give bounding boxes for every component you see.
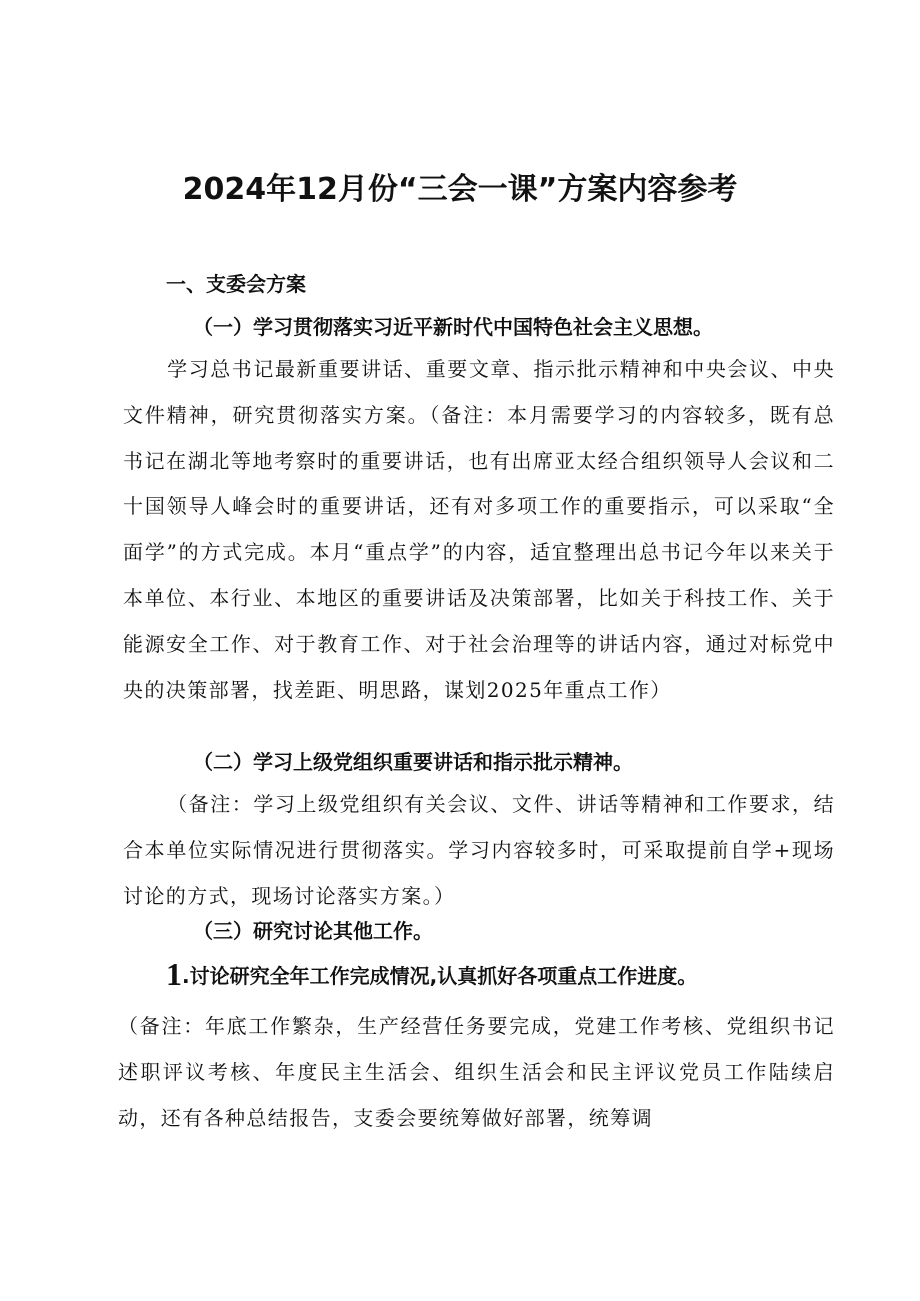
subsection-2-text: （备注：学习上级党组织有关会议、文件、讲话等精神和工作要求，结合本单位实际情况进行贯彻落实。学习内容较多时，可采取提前自学+现场讨论的方式，现场讨论落实方案。） — [123, 792, 835, 908]
subsection-1-body — [123, 347, 835, 713]
subsection-1-text: 学习总书记最新重要讲话、重要文章、指示批示精神和中央会议、中央文件精神，研究贯彻落实方案。（备注：本月需要学习的内容较多，既有总书记在湖北等地考察时的重要讲话，也有出席亚太经合组织领导人会议和二十国领导人峰会时的重要讲话，还有对多项工作的重要指示，可以采取“全面学”的方式完成。本月“重点学”的内容，适宜整理出总书记今年以来关于本单位、本行业、本地区的重要讲话及决策部署，比如关于科技工作、关于能源安全工作、对于教育工作、对于社会治理等的讲话内容，通过对标党中央的决策部署，找差距、明思路，谋划2025年重点工作） — [123, 357, 835, 702]
item-number: 1 — [166, 956, 182, 992]
document-title: 2024年12月份“三会一课”方案内容参考 — [182, 172, 738, 207]
subsection-2-body — [123, 782, 835, 919]
work-item-1-body: （备注：年底工作繁杂，生产经营任务要完成，党建工作考核、党组织书记述职评议考核、年度民主生活会、组织生活会和民主评议党员工作陆续启动，还有各种总结报告，支委会要统筹做好部署，统筹调 — [118, 1014, 835, 1130]
section-heading: 一、支委会方案 — [166, 272, 306, 296]
subsection-heading-2: （二）学习上级党组织重要讲话和指示批示精神。 — [193, 750, 633, 774]
item-text: .讨论研究全年工作完成情况,认真抓好各项重点工作进度。 — [182, 964, 698, 988]
work-item-1 — [166, 956, 697, 993]
subsection-heading-3: （三）研究讨论其他工作。 — [193, 919, 433, 943]
subsection-heading-1: （一）学习贯彻落实习近平新时代中国特色社会主义思想。 — [193, 315, 713, 339]
